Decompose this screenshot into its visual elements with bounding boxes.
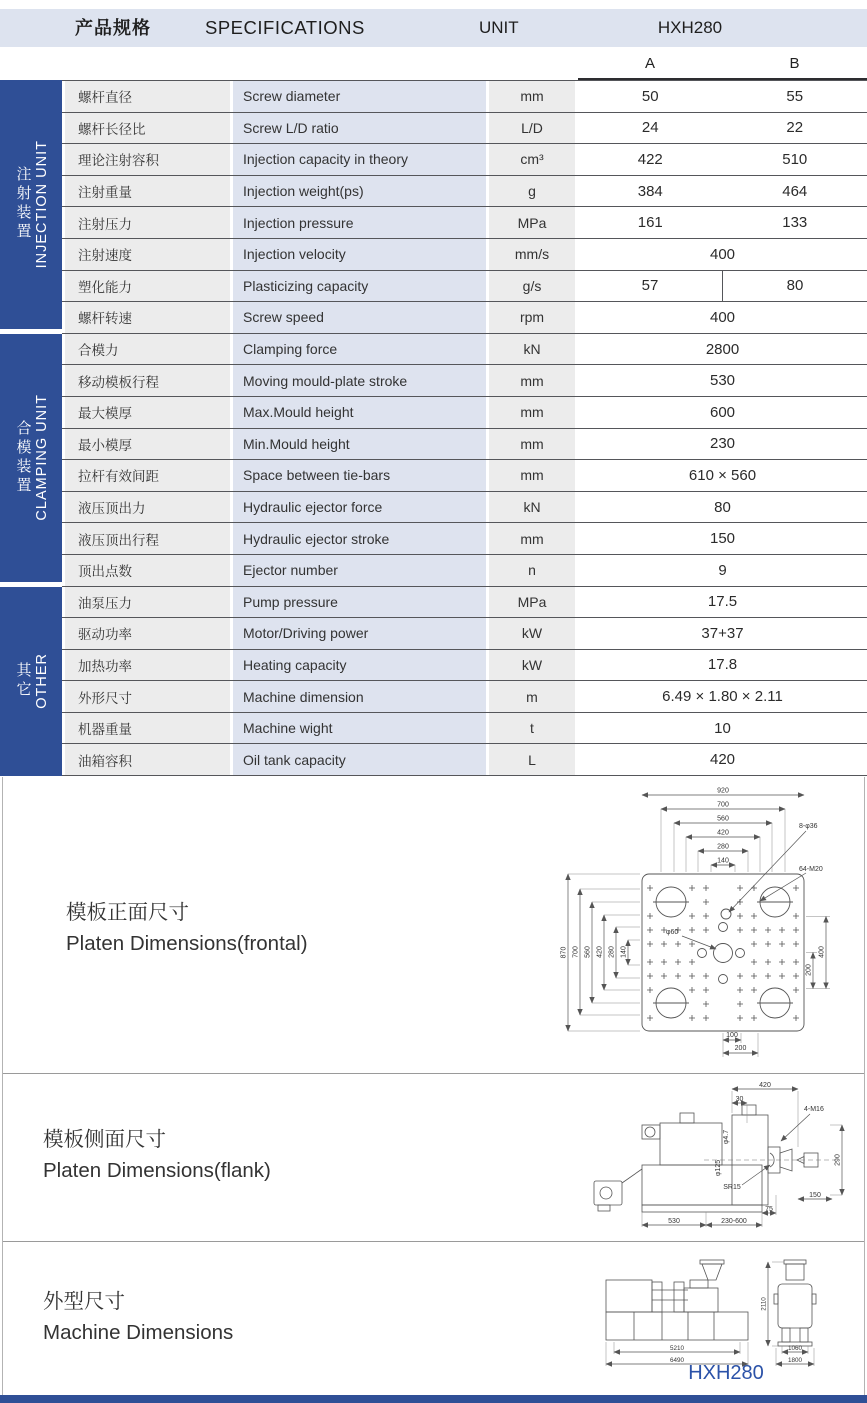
dim-label: 140 — [620, 946, 628, 958]
spec-row — [62, 81, 867, 113]
dim-label: 920 — [717, 787, 729, 795]
dim-label: 420 — [759, 1082, 771, 1089]
flank-platen-diagram — [584, 1077, 862, 1235]
dim-label: 870 — [560, 946, 568, 959]
spec-name-en: Screw L/D ratio — [233, 113, 486, 144]
spec-values — [578, 176, 867, 207]
spec-value-b: 55 — [786, 87, 804, 105]
spec-value-b: 133 — [782, 214, 808, 232]
spec-unit: kN — [489, 492, 575, 523]
spec-values — [578, 334, 867, 365]
section-label-zh: 合模装置 — [14, 419, 32, 496]
spec-unit: mm — [489, 397, 575, 428]
panel-title-zh: 模板侧面尺寸 — [43, 1128, 166, 1151]
spec-row — [62, 302, 867, 334]
dim-label: 280 — [608, 946, 616, 958]
dim-label: 200 — [805, 964, 813, 976]
bolt-label: 4-M16 — [804, 1106, 824, 1113]
dim-label: 700 — [717, 801, 729, 809]
spec-value-merged: 17.5 — [707, 593, 738, 611]
dim-label: 560 — [584, 946, 592, 958]
spec-values — [578, 207, 867, 238]
spec-row — [62, 492, 867, 524]
spec-value-b: 510 — [782, 150, 808, 168]
dim-label: 75 — [765, 1206, 773, 1213]
spec-value-a: 422 — [637, 150, 663, 168]
spec-name-zh: 螺杆长径比 — [65, 113, 230, 144]
dim-label: 280 — [717, 843, 729, 851]
spec-row — [62, 397, 867, 429]
spec-name-en: Moving mould-plate stroke — [233, 365, 486, 396]
spec-value-merged: 80 — [714, 498, 731, 516]
spec-name-zh: 外形尺寸 — [65, 681, 230, 712]
section-injection — [0, 80, 867, 334]
section-other — [0, 587, 867, 777]
spec-row — [62, 429, 867, 461]
holes-64-label: 64-M20 — [799, 866, 823, 873]
dim-label: φ4.7 — [723, 1129, 730, 1145]
spec-name-en: Oil tank capacity — [233, 744, 486, 775]
spec-unit: mm — [489, 460, 575, 491]
spec-name-zh: 机器重量 — [65, 713, 230, 744]
spec-row — [62, 239, 867, 271]
dim-label: 420 — [596, 946, 604, 958]
spec-value-b: 464 — [782, 182, 808, 200]
center-hole-label: φ60 — [666, 929, 679, 936]
spec-values — [578, 650, 867, 681]
bottom-accent-strip — [0, 1395, 867, 1403]
panel-title-en: Machine Dimensions — [43, 1321, 234, 1344]
spec-row — [62, 523, 867, 555]
holes-8-label: 8-φ36 — [799, 823, 818, 830]
spec-name-zh: 最小模厚 — [65, 429, 230, 460]
diagram-panels — [2, 777, 865, 1395]
spec-values — [578, 429, 867, 460]
dim-label: 200 — [734, 1045, 747, 1052]
spec-unit: MPa — [489, 587, 575, 618]
spec-row — [62, 334, 867, 366]
spec-name-zh: 拉杆有效间距 — [65, 460, 230, 491]
spec-row — [62, 555, 867, 587]
spec-value-a: 384 — [637, 182, 663, 200]
ab-column-header — [0, 47, 867, 80]
spec-values — [578, 713, 867, 744]
model-name-label: HXH280 — [688, 1362, 764, 1384]
spec-unit: cm³ — [489, 144, 575, 175]
spec-name-en: Screw speed — [233, 302, 486, 333]
spec-unit: rpm — [489, 302, 575, 333]
panel-title — [43, 1124, 271, 1186]
spec-row — [62, 587, 867, 619]
spec-value-merged: 230 — [709, 435, 736, 453]
spec-name-en: Hydraulic ejector stroke — [233, 523, 486, 554]
spec-name-zh: 液压顶出行程 — [65, 523, 230, 554]
spec-unit: g/s — [489, 271, 575, 302]
spec-row — [62, 460, 867, 492]
machine-dimension-lines — [606, 1262, 814, 1364]
spec-values — [578, 460, 867, 491]
dim-label: 100 — [726, 1032, 738, 1039]
panel-platen-frontal — [3, 777, 864, 1074]
dim-label: 400 — [818, 946, 826, 958]
spec-name-en: Motor/Driving power — [233, 618, 486, 649]
spec-name-en: Heating capacity — [233, 650, 486, 681]
spec-values — [578, 81, 867, 112]
spec-unit: kN — [489, 334, 575, 365]
spec-row — [62, 618, 867, 650]
spec-value-merged: 2800 — [705, 340, 740, 358]
spec-name-en: Min.Mould height — [233, 429, 486, 460]
section-label-en: CLAMPING UNIT — [33, 394, 50, 521]
spec-values — [578, 302, 867, 333]
spec-name-zh: 注射重量 — [65, 176, 230, 207]
section-clamping — [0, 334, 867, 587]
spec-values — [578, 113, 867, 144]
spec-name-en: Machine wight — [233, 713, 486, 744]
spec-value-merged: 530 — [709, 372, 736, 390]
dim-label: 700 — [572, 946, 580, 958]
spec-name-zh: 理论注射容积 — [65, 144, 230, 175]
spec-name-zh: 油箱容积 — [65, 744, 230, 775]
spec-value-merged: 610 × 560 — [688, 466, 757, 484]
header-title-zh: 产品规格 — [75, 18, 151, 38]
spec-name-en: Injection capacity in theory — [233, 144, 486, 175]
flank-dimensions — [642, 1082, 842, 1225]
spec-name-zh: 螺杆直径 — [65, 81, 230, 112]
dim-label: 1060 — [787, 1345, 803, 1352]
header-title-en: SPECIFICATIONS — [205, 17, 365, 38]
spec-name-zh: 螺杆转速 — [65, 302, 230, 333]
section-label-injection — [0, 80, 62, 329]
spec-unit: mm/s — [489, 239, 575, 270]
hole-cross-marks — [647, 885, 799, 1021]
spec-values — [578, 492, 867, 523]
spec-values — [578, 523, 867, 554]
spec-name-en: Machine dimension — [233, 681, 486, 712]
spec-row — [62, 365, 867, 397]
spec-value-merged: 37+37 — [701, 624, 744, 642]
panel-title-en: Platen Dimensions(frontal) — [66, 932, 308, 955]
spec-name-zh: 注射速度 — [65, 239, 230, 270]
spec-name-zh: 顶出点数 — [65, 555, 230, 586]
spec-values — [578, 555, 867, 586]
column-b-label: B — [789, 55, 800, 72]
spec-unit: kW — [489, 618, 575, 649]
spec-row — [62, 144, 867, 176]
spec-value-merged: 420 — [709, 751, 736, 769]
panel-title-en: Platen Dimensions(flank) — [43, 1159, 271, 1182]
machine-dimensions-diagram — [596, 1254, 831, 1370]
section-label-zh: 注射装置 — [14, 166, 32, 243]
spec-values — [578, 397, 867, 428]
spec-unit: mm — [489, 523, 575, 554]
spec-name-en: Injection weight(ps) — [233, 176, 486, 207]
spec-unit: kW — [489, 650, 575, 681]
spec-values — [578, 365, 867, 396]
frontal-platen-diagram — [554, 781, 861, 1069]
dim-label: 5210 — [669, 1345, 685, 1352]
panel-platen-flank — [3, 1074, 864, 1242]
spec-name-zh: 加热功率 — [65, 650, 230, 681]
spec-name-zh: 合模力 — [65, 334, 230, 365]
spec-values — [578, 744, 867, 775]
section-label-other — [0, 587, 62, 777]
spec-name-en: Injection pressure — [233, 207, 486, 238]
header-model-label: HXH280 — [657, 18, 723, 37]
dim-label: 290 — [834, 1154, 842, 1166]
section-rows — [62, 334, 867, 587]
spec-name-en: Screw diameter — [233, 81, 486, 112]
spec-value-merged: 9 — [718, 561, 727, 579]
dim-label: 150 — [809, 1192, 821, 1199]
section-label-en: OTHER — [33, 653, 50, 710]
spec-value-a: 57 — [641, 277, 659, 295]
dim-label: 140 — [717, 857, 729, 865]
spec-name-en: Max.Mould height — [233, 397, 486, 428]
panel-title — [66, 897, 308, 959]
spec-value-a: 50 — [641, 87, 659, 105]
spec-unit: n — [489, 555, 575, 586]
spec-row — [62, 207, 867, 239]
spec-value-a: 24 — [641, 119, 659, 137]
spec-name-en: Ejector number — [233, 555, 486, 586]
spec-value-merged: 400 — [709, 308, 736, 326]
dim-label: 420 — [717, 829, 729, 837]
spec-values — [578, 239, 867, 270]
spec-name-zh: 液压顶出力 — [65, 492, 230, 523]
spec-unit: g — [489, 176, 575, 207]
spec-name-en: Clamping force — [233, 334, 486, 365]
spec-name-en: Hydraulic ejector force — [233, 492, 486, 523]
dim-label: 230-600 — [721, 1218, 747, 1225]
spec-value-b: 22 — [786, 119, 804, 137]
spec-row — [62, 713, 867, 745]
spec-row — [62, 650, 867, 682]
spec-name-zh: 注射压力 — [65, 207, 230, 238]
dim-label: 30 — [735, 1096, 744, 1103]
dim-label: 530 — [668, 1218, 680, 1225]
table-header-band — [0, 9, 867, 47]
section-rows — [62, 80, 867, 334]
spec-values — [578, 144, 867, 175]
panel-title — [43, 1286, 233, 1348]
spec-unit: m — [489, 681, 575, 712]
section-label-zh: 其它 — [14, 662, 32, 701]
spec-unit: t — [489, 713, 575, 744]
dim-label: 1800 — [787, 1357, 803, 1364]
spec-values — [578, 587, 867, 618]
spec-name-zh: 油泵压力 — [65, 587, 230, 618]
spec-row — [62, 681, 867, 713]
section-label-en: INJECTION UNIT — [33, 140, 50, 269]
specifications-table — [0, 80, 867, 776]
spec-name-en: Injection velocity — [233, 239, 486, 270]
spec-value-a: 161 — [637, 214, 663, 232]
section-label-clamping — [0, 334, 62, 582]
spec-unit: L/D — [489, 113, 575, 144]
spec-name-zh: 驱动功率 — [65, 618, 230, 649]
spec-name-en: Pump pressure — [233, 587, 486, 618]
spec-value-merged: 600 — [709, 403, 736, 421]
spec-name-zh: 最大模厚 — [65, 397, 230, 428]
spec-value-merged: 6.49 × 1.80 × 2.11 — [662, 688, 783, 706]
spec-unit: mm — [489, 429, 575, 460]
spec-values — [578, 681, 867, 712]
spec-row — [62, 176, 867, 208]
header-unit-label: UNIT — [479, 18, 519, 37]
spec-values — [578, 618, 867, 649]
spec-name-zh: 移动模板行程 — [65, 365, 230, 396]
spec-unit: mm — [489, 365, 575, 396]
spec-unit: MPa — [489, 207, 575, 238]
spec-name-en: Plasticizing capacity — [233, 271, 486, 302]
sr-label: SR15 — [723, 1184, 741, 1191]
panel-machine-dimensions — [3, 1242, 864, 1396]
dim-label: 6490 — [669, 1357, 685, 1364]
spec-value-b: 80 — [722, 271, 867, 302]
spec-value-merged: 400 — [709, 245, 736, 263]
spec-value-merged: 17.8 — [707, 656, 738, 674]
spec-name-en: Space between tie-bars — [233, 460, 486, 491]
dim-label: φ125 — [715, 1159, 722, 1177]
spec-value-merged: 150 — [709, 530, 736, 548]
spec-row — [62, 271, 867, 303]
spec-values — [578, 271, 867, 302]
panel-title-zh: 模板正面尺寸 — [66, 901, 189, 924]
spec-row — [62, 744, 867, 776]
dim-label: 2110 — [760, 1297, 768, 1311]
spec-name-zh: 塑化能力 — [65, 271, 230, 302]
spec-unit: mm — [489, 81, 575, 112]
spec-unit: L — [489, 744, 575, 775]
column-a-label: A — [644, 55, 655, 72]
section-rows — [62, 587, 867, 777]
panel-title-zh: 外型尺寸 — [43, 1290, 125, 1313]
spec-row — [62, 113, 867, 145]
spec-value-merged: 10 — [714, 719, 731, 737]
dim-label: 560 — [717, 815, 729, 823]
mounting-holes-grid — [647, 885, 799, 1021]
